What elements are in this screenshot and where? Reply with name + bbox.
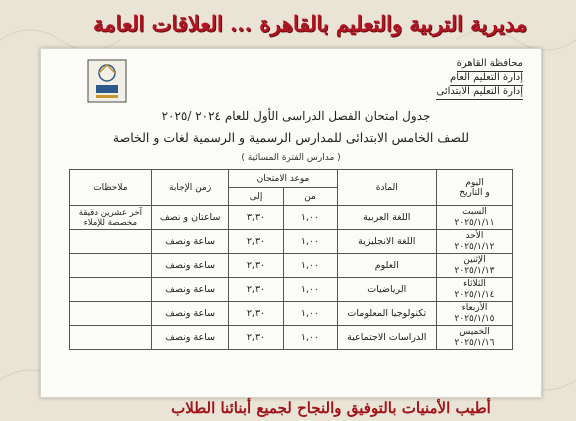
exam-schedule-table <box>69 169 513 350</box>
header-duration: زمن الإجابة <box>151 170 229 206</box>
end-time-cell: ٢,٣٠ <box>229 326 283 350</box>
doc-title: جدول امتحان الفصل الدراسى الأول للعام ٢٠٢٤ /٢٠٢٥ <box>161 109 431 123</box>
duration-cell: ساعتان و نصف <box>151 206 229 230</box>
table-row <box>70 230 513 254</box>
start-time-cell: ١,٠٠ <box>283 230 337 254</box>
day-date-cell <box>436 302 512 326</box>
schedule-document <box>40 48 542 417</box>
table-row <box>70 326 513 350</box>
exam-date: ٢٠٢٥/١/١٦ <box>454 337 495 348</box>
day-name: الأحد <box>465 230 484 241</box>
table-row <box>70 254 513 278</box>
notes-cell <box>70 302 152 326</box>
day-name: السبت <box>462 206 487 217</box>
end-time-cell: ٢,٣٠ <box>229 230 283 254</box>
exam-date: ٢٠٢٥/١/١٢ <box>454 241 495 252</box>
doc-subtitle: للصف الخامس الابتدائى للمدارس الرسمية و الرسمية لغات و الخاصة <box>112 130 470 145</box>
duration-cell: ساعة ونصف <box>151 254 229 278</box>
day-date-cell <box>436 326 512 350</box>
day-name: الثلاثاء <box>463 278 486 289</box>
table-row <box>70 206 513 230</box>
duration-cell: ساعة ونصف <box>151 302 229 326</box>
day-date-cell <box>436 254 512 278</box>
day-date-cell <box>436 206 512 230</box>
day-name: الأربعاء <box>461 302 488 313</box>
duration-cell: ساعة ونصف <box>151 278 229 302</box>
subject-cell: اللغة العربية <box>337 206 436 230</box>
header-day-date <box>436 170 512 206</box>
start-time-cell: ١,٠٠ <box>283 326 337 350</box>
ministry-logo-icon <box>87 59 127 103</box>
duration-cell: ساعة ونصف <box>151 230 229 254</box>
org-general-education: إدارة التعليم العام <box>450 71 523 86</box>
duration-cell: ساعة ونصف <box>151 326 229 350</box>
start-time-cell: ١,٠٠ <box>283 254 337 278</box>
header-subject: المادة <box>337 170 436 206</box>
headline: مديرية التربية والتعليم بالقاهرة ... العلاقات العامة <box>92 11 527 36</box>
end-time-cell: ٣,٣٠ <box>229 206 283 230</box>
exam-date: ٢٠٢٥/١/١٤ <box>454 289 495 300</box>
start-time-cell: ١,٠٠ <box>283 302 337 326</box>
notes-cell <box>70 230 152 254</box>
org-governorate: محافظة القاهرة <box>457 57 523 72</box>
subject-cell: الدراسات الاجتماعية <box>337 326 436 350</box>
start-time-cell: ١,٠٠ <box>283 206 337 230</box>
end-time-cell: ٢,٣٠ <box>229 278 283 302</box>
footer-wish: أطيب الأمنيات بالتوفيق والنجاح لجميع أبنائنا الطلاب <box>171 399 491 417</box>
organization-block <box>436 57 523 99</box>
header-exam-time: موعد الامتحان <box>229 170 337 188</box>
header-day: اليوم <box>465 177 484 188</box>
header-notes: ملاحظات <box>70 170 152 206</box>
day-name: الخميس <box>459 326 490 337</box>
exam-date: ٢٠٢٥/١/١٣ <box>454 265 495 276</box>
notes-cell: آخر عشرين دقيقة مخصصة للإملاء <box>70 206 152 230</box>
notes-cell <box>70 278 152 302</box>
notes-cell <box>70 254 152 278</box>
subject-cell: الرياضيات <box>337 278 436 302</box>
subject-cell: تكنولوجيا المعلومات <box>337 302 436 326</box>
day-date-cell <box>436 278 512 302</box>
subject-cell: العلوم <box>337 254 436 278</box>
day-date-cell <box>436 230 512 254</box>
header-date: و التاريخ <box>459 187 490 198</box>
notes-cell <box>70 326 152 350</box>
table-row <box>70 278 513 302</box>
doc-period-note: ( مدارس الفترة المسائية ) <box>241 153 341 163</box>
day-name: الإثنين <box>463 254 486 265</box>
header-to: إلى <box>229 188 283 206</box>
exam-date: ٢٠٢٥/١/١١ <box>454 217 495 228</box>
end-time-cell: ٢,٣٠ <box>229 254 283 278</box>
table-row <box>70 302 513 326</box>
header-from: من <box>283 188 337 206</box>
end-time-cell: ٢,٣٠ <box>229 302 283 326</box>
subject-cell: اللغة الانجليزية <box>337 230 436 254</box>
exam-date: ٢٠٢٥/١/١٥ <box>454 313 495 324</box>
start-time-cell: ١,٠٠ <box>283 278 337 302</box>
org-primary-education: إدارة التعليم الابتدائى <box>436 85 523 100</box>
